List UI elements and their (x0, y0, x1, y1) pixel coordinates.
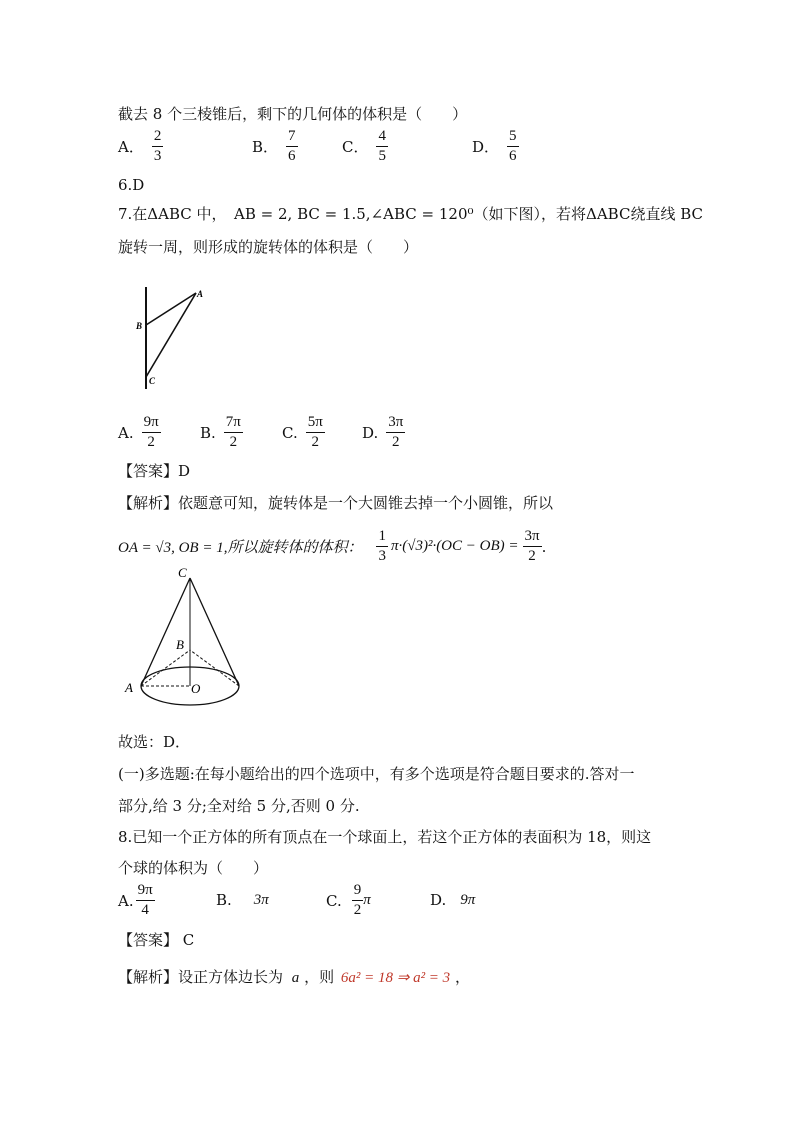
q8-option-c: C. $\frac{9}{2}$ π (326, 882, 371, 918)
label-b: B (136, 321, 143, 331)
fraction: $\frac{4}{5}$ (378, 128, 386, 164)
q8-option-b: B. 3π (216, 891, 269, 909)
fraction: $\frac{2}{3}$ (153, 128, 162, 164)
q8-analysis: 【解析】设正方体边长为 a ，则 6a² = 18 ⇒ a² = 3 ， (118, 968, 470, 986)
q8-stem-line1: 8.已知一个正方体的所有顶点在一个球面上，若这个正方体的表面积为 18，则这 (118, 828, 652, 846)
label-a: A (125, 680, 133, 695)
q5-option-c: C． $\frac{4}{5}$ (342, 128, 386, 164)
cone-figure (120, 562, 250, 712)
label-a: A (197, 289, 204, 299)
fraction: $\frac{5}{6}$ (509, 128, 517, 164)
q5-stem: 截去 8 个三棱锥后，剩下的几何体的体积是（ ） (118, 105, 468, 123)
q7-analysis-line2: OA = √3, OB = 1,所以旋转体的体积： $\frac{1}{3}$ π·(√3)²·(OC − OB) = $\frac{3\pi}{2}$ . (118, 528, 547, 564)
q7-option-b: B. $\frac{7\pi}{2}$ (200, 414, 241, 450)
q7-stem-line2: 旋转一周，则形成的旋转体的体积是（ ） (118, 238, 419, 256)
q5-option-b: B． $\frac{7}{6}$ (252, 128, 296, 164)
fraction: $\frac{7}{6}$ (288, 128, 296, 164)
q7-conclusion: 故选：D． (118, 733, 191, 751)
q5-option-a: A． $\frac{2}{3}$ (118, 128, 162, 164)
q7-stem-line1: 7.在ΔABC 中， AB = 2, BC = 1.5,∠ABC = 120⁰（如下图），若将ΔABC绕直线 BC (118, 205, 703, 223)
q7-answer: 【答案】D (118, 462, 191, 480)
q7-option-a: A. $\frac{9\pi}{2}$ (118, 414, 159, 450)
q8-option-a: A. $\frac{9\pi}{4}$ (118, 882, 153, 918)
q7-option-c: C. $\frac{5\pi}{2}$ (282, 414, 323, 450)
label-c: C (149, 376, 156, 386)
triangle-figure (130, 285, 210, 395)
section-line2: 部分,给 3 分;全对给 5 分,否则 0 分. (118, 797, 360, 815)
q8-stem-line2: 个球的体积为（ ） (118, 859, 269, 877)
q8-option-d: D. 9π (430, 891, 476, 909)
label-b: B (176, 637, 184, 652)
q8-answer: 【答案】 C (118, 931, 195, 949)
q7-analysis-line1: 【解析】依题意可知，旋转体是一个大圆锥去掉一个小圆锥，所以 (118, 494, 554, 512)
q5-option-d: D． $\frac{5}{6}$ (472, 128, 517, 164)
label-c: C (178, 565, 187, 580)
volume-formula: $\frac{1}{3}$ π·(√3)²·(OC − OB) = $\frac{3\pi}{2}$ . (378, 528, 547, 564)
section-line1: (一)多选题:在每小题给出的四个选项中，有多个选项是符合题目要求的.答对一 (118, 765, 635, 783)
q6-answer: 6.D (118, 176, 145, 194)
label-o: O (191, 681, 201, 696)
q7-option-d: D. $\frac{3\pi}{2}$ (362, 414, 404, 450)
